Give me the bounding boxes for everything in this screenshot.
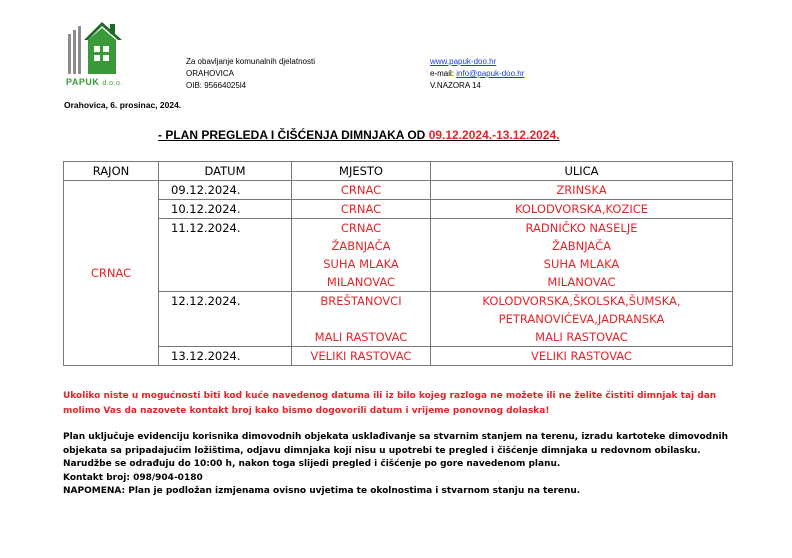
email-link[interactable]: info@papuk-doo.hr <box>456 69 525 78</box>
header-mjesto: MJESTO <box>292 162 431 181</box>
logo-window <box>103 46 109 52</box>
mjesto-line: MILANOVAC <box>326 275 396 289</box>
header-ulica: ULICA <box>431 162 733 181</box>
company-oib: OIB: 95664025l4 <box>186 81 247 90</box>
ulica-cell <box>431 347 733 366</box>
logo-brand: PAPUK <box>66 77 100 87</box>
mjesto-line: CRNAC <box>340 202 382 216</box>
company-line: ORAHOVICA <box>186 69 235 78</box>
mjesto-line: BREŠTANOVCI <box>320 294 402 308</box>
table-row <box>64 219 733 292</box>
header-datum: DATUM <box>159 162 292 181</box>
ulica-line: MALI RASTOVAC <box>535 330 628 344</box>
ulica-line: KOLODVORSKA,ŠKOLSKA,ŠUMSKA, <box>482 294 681 308</box>
table-row <box>64 347 733 366</box>
notice-paragraph: Narudžbe se odrađuju do 10:00 h, nakon toga slijedi pregled i čišćenje po gore navedenom planu. <box>63 459 561 469</box>
notice-paragraph: Plan uključuje evidenciju korisnika dimovodnih objekata usklađivanje sa stvarnim stanjem na terenu, izradu kartoteke dimovodnih objekata sa pripadajućim ložištima, odjavu dimnjaka koji nisu u upotrebi te pregled i čišćenje dimnjaka u redovnom obilasku. <box>63 432 729 456</box>
logo-bar <box>73 30 76 74</box>
email-label: e-mail: <box>430 69 457 78</box>
table-row <box>64 292 733 347</box>
warning-notice: Ukoliko niste u mogućnosti biti kod kuće navedenog datuma ili iz bilo kojeg razloga ne možete ili ne želite čistiti dimnjak taj dan molimo Vas da nazovete kontakt broj kako bismo dogovorili datum i vrijeme ponovnog dolaska! <box>63 391 717 416</box>
table-header-row <box>64 162 733 181</box>
mjesto-line: VELIKI RASTOVAC <box>310 349 412 363</box>
page-title <box>158 128 559 142</box>
logo-chimney <box>110 24 115 34</box>
mjesto-cell <box>292 292 431 347</box>
remark: NAPOMENA: Plan je podložan izmjenama ovisno uvjetima te okolnostima i stvarnom stanju na terenu. <box>63 486 581 496</box>
ulica-line: SUHA MLAKA <box>543 257 620 271</box>
mjesto-line: CRNAC <box>340 221 382 235</box>
title-prefix: - PLAN PREGLEDA I ČIŠĆENJA DIMNJAKA OD <box>158 128 429 142</box>
title-date-range: 09.12.2024.-13.12.2024. <box>428 128 560 142</box>
ulica-cell <box>431 219 733 292</box>
mjesto-line: CRNAC <box>340 183 382 197</box>
mjesto-cell <box>292 200 431 219</box>
ulica-line: KOLODVORSKA,KOZICE <box>514 202 649 216</box>
datum-cell: 13.12.2024. <box>159 347 292 366</box>
logo-bar <box>78 26 81 74</box>
mjesto-cell <box>292 219 431 292</box>
date-line: Orahovica, 6. prosinac, 2024. <box>64 100 182 110</box>
logo-window <box>94 55 100 61</box>
rajon-cell: CRNAC <box>64 181 159 366</box>
ulica-line: RADNIČKO NASELJE <box>525 221 638 235</box>
table-row <box>64 181 733 200</box>
contact-number: Kontakt broj: 098/904-0180 <box>63 472 203 483</box>
mjesto-line: MALI RASTOVAC <box>314 330 408 344</box>
info-notice <box>63 431 735 499</box>
logo-suffix: d.o.o. <box>102 80 123 87</box>
company-info <box>186 56 315 92</box>
mjesto-line: SUHA MLAKA <box>323 257 399 271</box>
ulica-cell <box>431 200 733 219</box>
ulica-line: ZRINSKA <box>556 183 607 197</box>
datum-cell: 10.12.2024. <box>159 200 292 219</box>
ulica-cell <box>431 181 733 200</box>
address: V.NAZORA 14 <box>430 81 481 90</box>
logo-bar <box>68 34 71 74</box>
mjesto-line <box>296 310 426 328</box>
header-rajon: RAJON <box>64 162 159 181</box>
datum-cell: 11.12.2024. <box>159 219 292 292</box>
company-line: Za obavljanje komunalnih djelatnosti <box>186 57 315 66</box>
logo-window <box>103 55 109 61</box>
logo-text <box>66 77 123 87</box>
mjesto-cell <box>292 347 431 366</box>
ulica-line: ŽABNJAČA <box>552 239 611 253</box>
datum-cell: 09.12.2024. <box>159 181 292 200</box>
contact-info <box>430 56 524 92</box>
ulica-line: PETRANOVIĆEVA,JADRANSKA <box>498 312 665 326</box>
website-link[interactable]: www.papuk-doo.hr <box>430 57 497 66</box>
ulica-cell <box>431 292 733 347</box>
schedule-table <box>63 161 733 366</box>
ulica-line: VELIKI RASTOVAC <box>531 349 632 363</box>
datum-cell: 12.12.2024. <box>159 292 292 347</box>
mjesto-line: ŽABNJAČA <box>331 239 391 253</box>
table-row <box>64 200 733 219</box>
mjesto-cell <box>292 181 431 200</box>
ulica-line: MILANOVAC <box>547 275 616 289</box>
logo-window <box>94 46 100 52</box>
